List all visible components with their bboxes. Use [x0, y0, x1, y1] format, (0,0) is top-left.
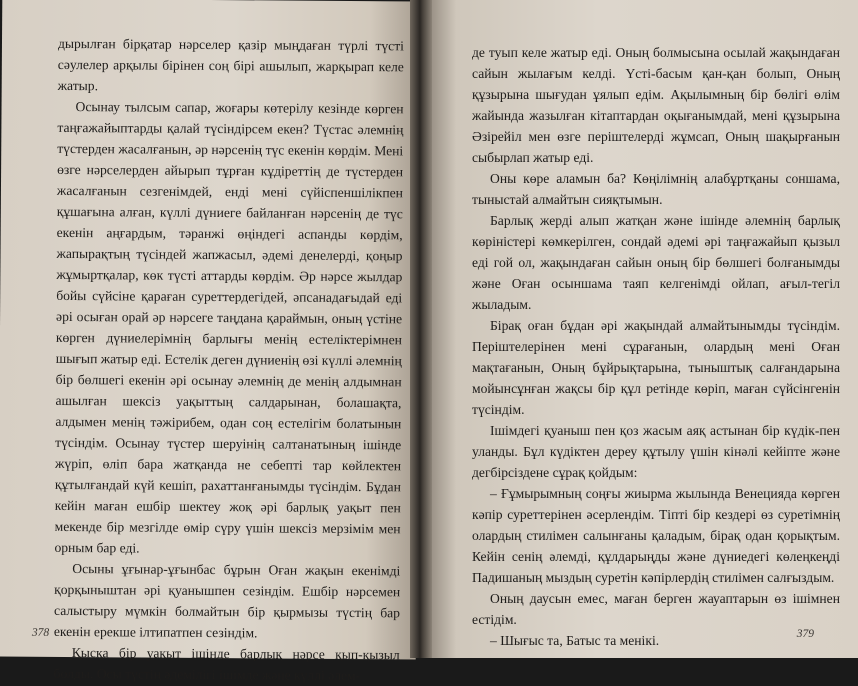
book-gutter	[410, 0, 432, 658]
paragraph: дырылған бірқатар нәрселер қазір мыңдаған түрлі түсті сәулелер арқылы бірінен соң бірі ашылып, жарқырап келе жатыр.	[57, 35, 405, 94]
paragraph: Оның даусын емес, маған берген жауаптарын өз ішімнен естідім.	[472, 591, 840, 627]
paragraph: Оны көре аламын ба? Көңілімнің алабұртқаны соншама, тыныстай алмайтын сияқтымын.	[472, 171, 840, 207]
paragraph: – Шығыс та, Батыс та менікі.	[490, 633, 660, 648]
paragraph: Осынау тылсым сапар, жоғары көтерілу кезінде көрген таңғажайыптарды қалай түсіндірсем екен? Түстас әлемнің түстерден жасалғанын, әр нәрсенің түс екенін көрдім. Мені өзге нәрселерден айырып тұрған кұдіреттің де түстерден жасалғанын сезгенімдей, енді мені сүйіспеншілікпен құшағына алған, күллі дүниеге байланған нәрсенің де түс екенін аңғардым, тәранжі өңіндегі аспанды көрдім, жапырақтың түсіндей жапжасыл, әдемі денелерді, қоңыр жұмыртқалар, көк түсті аттарды көрдім. Әр нәрсе жылдар бойы сүйсіне қараған суреттердегідей, әпсанадағыдай еді әрі осыған орай әр нәрсеге таңдана қараймын, оның үстіне көрген дүниелерімнің барлығы менің естеліктерімнен шығып жатыр еді. Естелік деген дүниенің өзі күллі әлемнің бір бөлшегі екенін әрі осынау әлемнің де менің алдымнан ашылған шексіз уақыттың салдарынан, болашақта, алдымен менің тәжірибем, одан соң естелігім болатынын түсіндім. Осынау түстер шеруінің салтанатының ішінде жүріп, өліп бара жатқанда не себепті тар көйлектен құтылғандай күй кешіп, рахаттанғанымды түсіндім. Бұдан кейін маған ешбір шектеу жоқ әрі барлық уақыт пен мекенде бір мезгілде өмір сүру үшін шексіз мерзімім мен орным бар еді.	[54, 99, 404, 556]
paragraph: Ішімдегі қуаныш пен қоз жасым аяқ астынан бір күдік-пен уланды. Бұл күдіктен дереу құтылу үшін кінәлі кейіпте және дегбірсіздене сұрақ қойдым:	[472, 423, 840, 480]
right-page-text	[472, 42, 840, 651]
paragraph: Бірақ оған бұдан әрі жақындай алмайтынымды түсіндім. Періштелерінен мені сұрағанын, олардың мені Оған мақтағанын, Оның бұйрықтарына, тыныштық салғандарына мойынсұнған жақсы бір құл ретінде көріп, маған сүйсінгенін түсіндім.	[472, 318, 840, 417]
paragraph: Осыны ұғынар-ұғынбас бұрын Оған жақын екенімді қорқыныштан әрі қуанышпен сезіндім. Ешбір нәрсемен салыстыру мүмкін болмайтын бір қырмызы түстің бар екенін ерекше ілтипатпен сезіндім.	[53, 561, 401, 641]
right-page	[426, 0, 858, 658]
page-number-right: 379	[796, 628, 814, 640]
paragraph: де туып келе жатыр еді. Оның болмысына осылай жақындаған сайын жылағым келді. Үсті-басым қан-қан болып, Оның құзырына шығудан ұялып едім. Ақылымның бір бөлігі өлім жайында жазылған кітаптардан оқығанымдай, мені құзырына Әзірейіл мен өзге періштелерді жұмсап, Оның шақырғанын сыбырлап жатыр еді.	[472, 45, 840, 165]
paragraph: – Ғұмырымның соңғы жиырма жылында Венецияда көрген кәпір суреттерінен әсерлендім. Тіпті бір кездері өз суретімнің олардың стилімен салынғаны қаладым, бірақ одан қорықтым. Кейін сенің әлемді, құлдарыңды және дүниедегі көлеңкеңді Падишаның мыздың суретін кәпірлердің стилімен салғыздым.	[472, 486, 840, 585]
paragraph: Барлық жерді алып жатқан және ішінде әлемнің барлық көріністері көмкерілген, сондай әдемі әрі таңғажайып қызыл еді гой ол, жақындаған сайын оның бір бөлшегі болғанымды және Оған осыншама таяп келгенімді ойлап, ағыл-тегіл жыладым.	[472, 213, 840, 312]
left-page-text	[54, 33, 405, 686]
page-number-left: 378	[31, 626, 50, 639]
left-page	[0, 0, 420, 684]
paragraph: Қысқа бір уақыт ішінде барлық нәрсе қып-қызыл болды. Осы түстің әдемілігі ішімде және күллі әлем-	[53, 645, 400, 684]
